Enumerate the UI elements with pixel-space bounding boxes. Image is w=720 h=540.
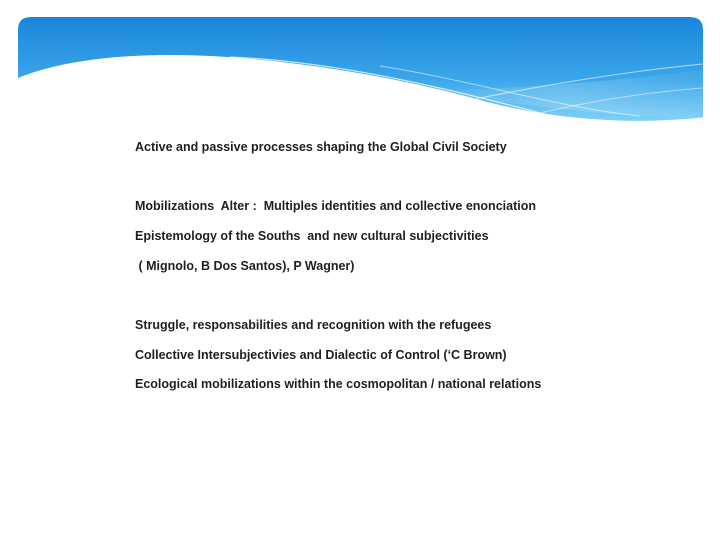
text-line: Struggle, responsabilities and recognition with the refugees: [135, 318, 492, 332]
text-line: Ecological mobilizations within the cosmopolitan / national relations: [135, 377, 542, 391]
slide-title: Active and passive processes shaping the Global Civil Society: [135, 140, 507, 154]
text-line: Collective Intersubjectivies and Dialectic of Control (‘C Brown): [135, 348, 507, 362]
text-line: ( Mignolo, B Dos Santos), P Wagner): [135, 259, 355, 273]
header-banner: [0, 0, 720, 140]
text-line: Mobilizations Alter : Multiples identities and collective enonciation: [135, 199, 536, 213]
slide-content: [135, 136, 695, 393]
text-line: Epistemology of the Souths and new cultural subjectivities: [135, 229, 489, 243]
